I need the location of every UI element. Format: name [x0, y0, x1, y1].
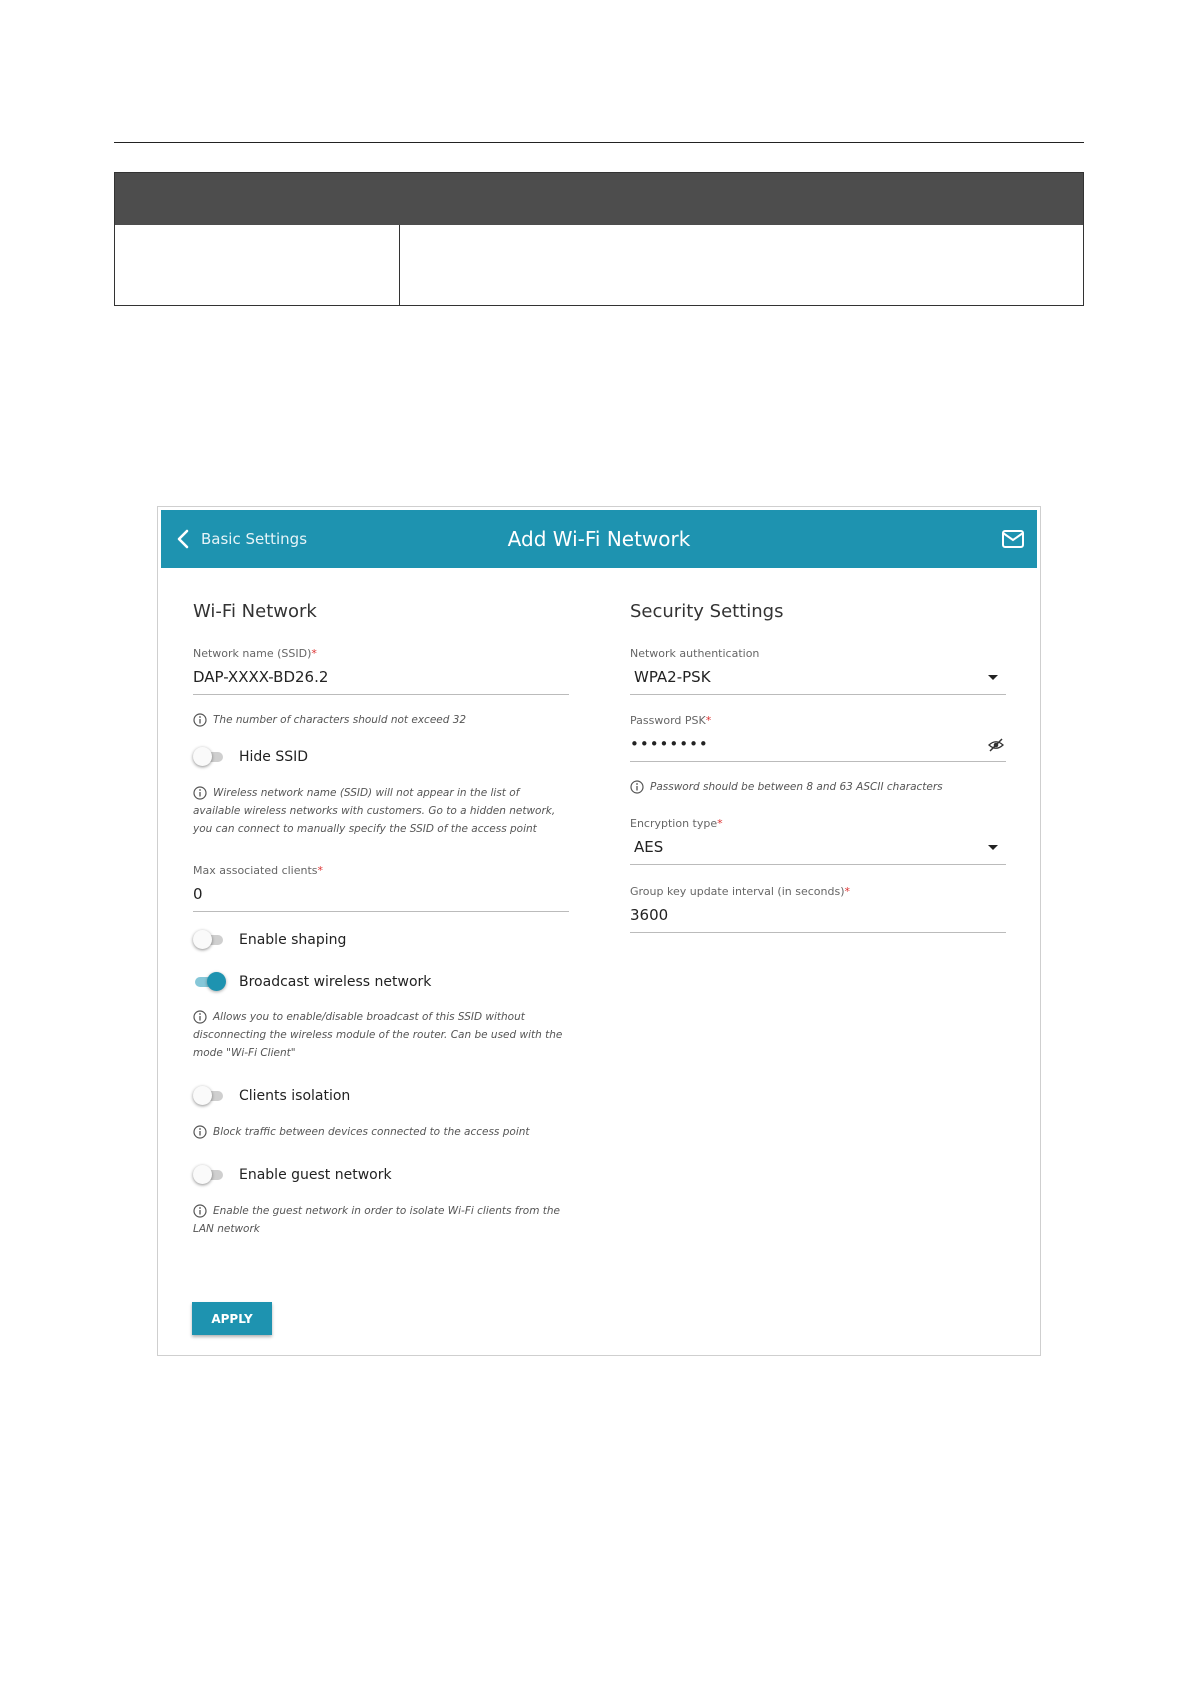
hide-ssid-toggle[interactable] — [193, 746, 308, 768]
ssid-label: Network name (SSID)* — [193, 647, 317, 660]
wifi-section-title: Wi-Fi Network — [193, 601, 317, 622]
ssid-hint: The number of characters should not exceed 32 — [193, 711, 569, 729]
required-mark: * — [311, 647, 317, 660]
broadcast-toggle[interactable] — [193, 971, 431, 993]
psk-input[interactable] — [630, 735, 1006, 762]
clients-isolation-toggle[interactable] — [193, 1085, 350, 1107]
auth-select-value: WPA2-PSK — [634, 668, 711, 686]
back-label: Basic Settings — [201, 530, 308, 548]
broadcast-label: Broadcast wireless network — [239, 974, 432, 990]
add-wifi-network-panel — [157, 506, 1041, 1356]
broadcast-switch[interactable] — [193, 975, 225, 989]
mail-icon[interactable] — [1001, 528, 1025, 550]
group-key-input[interactable]: 3600 — [630, 906, 1006, 933]
page-top-rule — [114, 142, 1084, 143]
ssid-input[interactable]: DAP-XXXX-BD26.2 — [193, 668, 569, 695]
guest-network-label: Enable guest network — [239, 1167, 392, 1183]
info-icon — [630, 780, 644, 794]
enable-shaping-switch[interactable] — [193, 933, 225, 947]
encryption-field — [630, 817, 1006, 865]
ssid-field — [193, 647, 569, 695]
required-mark: * — [705, 714, 712, 727]
hide-ssid-label: Hide SSID — [239, 749, 309, 765]
panel-header — [161, 510, 1037, 568]
info-icon — [193, 713, 207, 727]
max-clients-input[interactable]: 0 — [193, 885, 569, 912]
psk-label: Password PSK* — [630, 714, 712, 727]
enable-shaping-label: Enable shaping — [239, 932, 347, 948]
psk-field — [630, 714, 1006, 762]
broadcast-hint: Allows you to enable/disable broadcast of this SSID without disconnecting the wireless module of the router. Can be used with the mode "Wi-Fi Client" — [193, 1011, 563, 1059]
guest-network-toggle[interactable] — [193, 1164, 392, 1186]
clients-isolation-label: Clients isolation — [239, 1088, 351, 1104]
page-title: Add Wi-Fi Network — [507, 527, 691, 551]
auth-select[interactable] — [630, 668, 1006, 695]
group-key-label: Group key update interval (in seconds)* — [630, 885, 850, 898]
clients-isolation-switch[interactable] — [193, 1089, 225, 1103]
auth-field — [630, 647, 1006, 695]
encryption-label: Encryption type* — [630, 817, 723, 830]
clients-isolation-hint: Block traffic between devices connected to the access point — [193, 1123, 569, 1141]
info-icon — [193, 1125, 207, 1139]
caret-down-icon — [988, 845, 998, 850]
guest-network-switch[interactable] — [193, 1168, 225, 1182]
psk-hint: Password should be between 8 and 63 ASCII characters — [630, 778, 1006, 796]
required-mark: * — [317, 864, 324, 877]
guest-network-hint: Enable the guest network in order to isolate Wi-Fi clients from the LAN network — [193, 1205, 561, 1235]
table-header-row — [115, 173, 1083, 225]
psk-masked-value: •••••••• — [630, 735, 709, 753]
info-icon — [193, 1010, 207, 1024]
required-mark: * — [717, 817, 723, 830]
apply-button[interactable]: APPLY — [192, 1302, 272, 1335]
document-table — [114, 172, 1084, 306]
hide-ssid-switch[interactable] — [193, 750, 225, 764]
encryption-select[interactable] — [630, 838, 1006, 865]
max-clients-field — [193, 864, 569, 912]
max-clients-label: Max associated clients* — [193, 864, 324, 877]
enable-shaping-toggle[interactable] — [193, 929, 346, 951]
caret-down-icon — [988, 675, 998, 680]
group-key-field — [630, 885, 1006, 933]
info-icon — [193, 786, 207, 800]
eye-off-icon[interactable] — [988, 737, 1004, 753]
auth-label: Network authentication — [630, 647, 760, 660]
encryption-select-value: AES — [634, 838, 664, 856]
required-mark: * — [844, 885, 850, 898]
hide-ssid-hint: Wireless network name (SSID) will not appear in the list of available wireless networks with customers. Go to a hidden network, you can connect to manually specify the SSID of the access point — [193, 787, 556, 835]
table-column-divider — [399, 225, 400, 305]
info-icon — [193, 1204, 207, 1218]
security-section-title: Security Settings — [630, 601, 784, 622]
